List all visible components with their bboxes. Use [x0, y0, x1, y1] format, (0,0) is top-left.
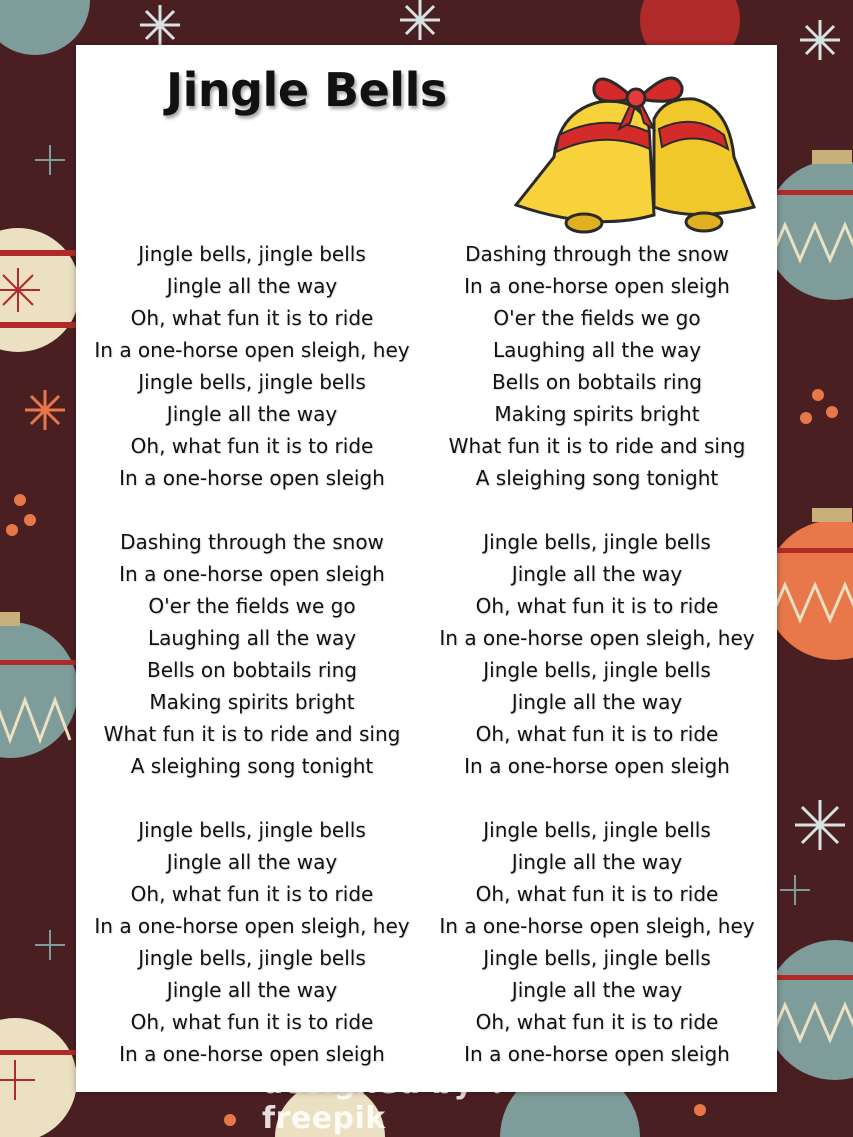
lyric-line: Bells on bobtails ring: [492, 370, 702, 394]
lyric-line: Jingle all the way: [511, 850, 683, 874]
lyric-line: Oh, what fun it is to ride: [130, 882, 374, 906]
lyric-line: Jingle bells, jingle bells: [138, 370, 366, 394]
lyric-line: A sleighing song tonight: [475, 466, 719, 490]
snowflake-icon: [140, 5, 180, 45]
lyric-line: Jingle all the way: [166, 274, 338, 298]
lyric-line: Jingle bells, jingle bells: [138, 818, 366, 842]
lyric-line: Laughing all the way: [147, 626, 357, 650]
lyric-line: Jingle all the way: [511, 562, 683, 586]
snowflake-icon: [25, 390, 65, 430]
lyric-line: Making spirits bright: [149, 690, 355, 714]
lyric-line: Dashing through the snow: [120, 530, 384, 554]
lyric-line: Jingle bells, jingle bells: [138, 946, 366, 970]
lyric-line: O'er the fields we go: [493, 306, 701, 330]
lyric-line: O'er the fields we go: [148, 594, 356, 618]
snowflake-icon: [400, 0, 440, 40]
lyric-line: In a one-horse open sleigh: [464, 1042, 730, 1066]
lyric-line: In a one-horse open sleigh, hey: [439, 914, 755, 938]
lyric-line: Oh, what fun it is to ride: [475, 722, 719, 746]
stanza: [87, 238, 417, 494]
lyric-line: In a one-horse open sleigh, hey: [94, 338, 410, 362]
lyric-line: Jingle all the way: [511, 690, 683, 714]
lyric-line: Oh, what fun it is to ride: [130, 306, 374, 330]
stanza: [432, 814, 762, 1070]
lyric-line: Dashing through the snow: [465, 242, 729, 266]
lyric-line: Making spirits bright: [494, 402, 700, 426]
lyric-line: In a one-horse open sleigh, hey: [439, 626, 755, 650]
lyric-line: Jingle all the way: [166, 978, 338, 1002]
lyric-line: What fun it is to ride and sing: [103, 722, 401, 746]
lyrics-sheet: [76, 45, 777, 1092]
lyric-line: Oh, what fun it is to ride: [130, 434, 374, 458]
snowflake-icon: [800, 20, 840, 60]
lyric-line: What fun it is to ride and sing: [448, 434, 746, 458]
lyric-line: Jingle bells, jingle bells: [483, 946, 711, 970]
lyric-line: In a one-horse open sleigh, hey: [94, 914, 410, 938]
lyric-line: Jingle bells, jingle bells: [483, 818, 711, 842]
lyric-line: Jingle all the way: [166, 402, 338, 426]
lyrics-column-left: [87, 238, 417, 1102]
lyric-line: Jingle bells, jingle bells: [138, 242, 366, 266]
lyric-line: A sleighing song tonight: [130, 754, 374, 778]
lyric-line: Oh, what fun it is to ride: [475, 882, 719, 906]
stanza: [87, 526, 417, 782]
jingle-bells-icon: [514, 57, 766, 237]
stanza: [432, 526, 762, 782]
watermark: freepik: [262, 1101, 386, 1136]
lyrics-column-right: [432, 238, 762, 1102]
lyric-line: Oh, what fun it is to ride: [130, 1010, 374, 1034]
lyric-line: Laughing all the way: [492, 338, 702, 362]
lyric-line: Jingle all the way: [166, 850, 338, 874]
lyric-line: In a one-horse open sleigh: [119, 466, 385, 490]
lyric-line: In a one-horse open sleigh: [119, 1042, 385, 1066]
lyric-line: In a one-horse open sleigh: [464, 274, 730, 298]
lyric-line: Bells on bobtails ring: [147, 658, 357, 682]
stanza: [432, 238, 762, 494]
lyric-line: Oh, what fun it is to ride: [475, 594, 719, 618]
lyric-line: Oh, what fun it is to ride: [475, 1010, 719, 1034]
lyric-line: Jingle all the way: [511, 978, 683, 1002]
lyric-line: In a one-horse open sleigh: [464, 754, 730, 778]
stanza: [87, 814, 417, 1070]
lyric-line: Jingle bells, jingle bells: [483, 530, 711, 554]
lyric-line: In a one-horse open sleigh: [119, 562, 385, 586]
lyric-line: Jingle bells, jingle bells: [483, 658, 711, 682]
snowflake-icon: [795, 800, 845, 850]
page-title: Jingle Bells: [166, 63, 447, 117]
